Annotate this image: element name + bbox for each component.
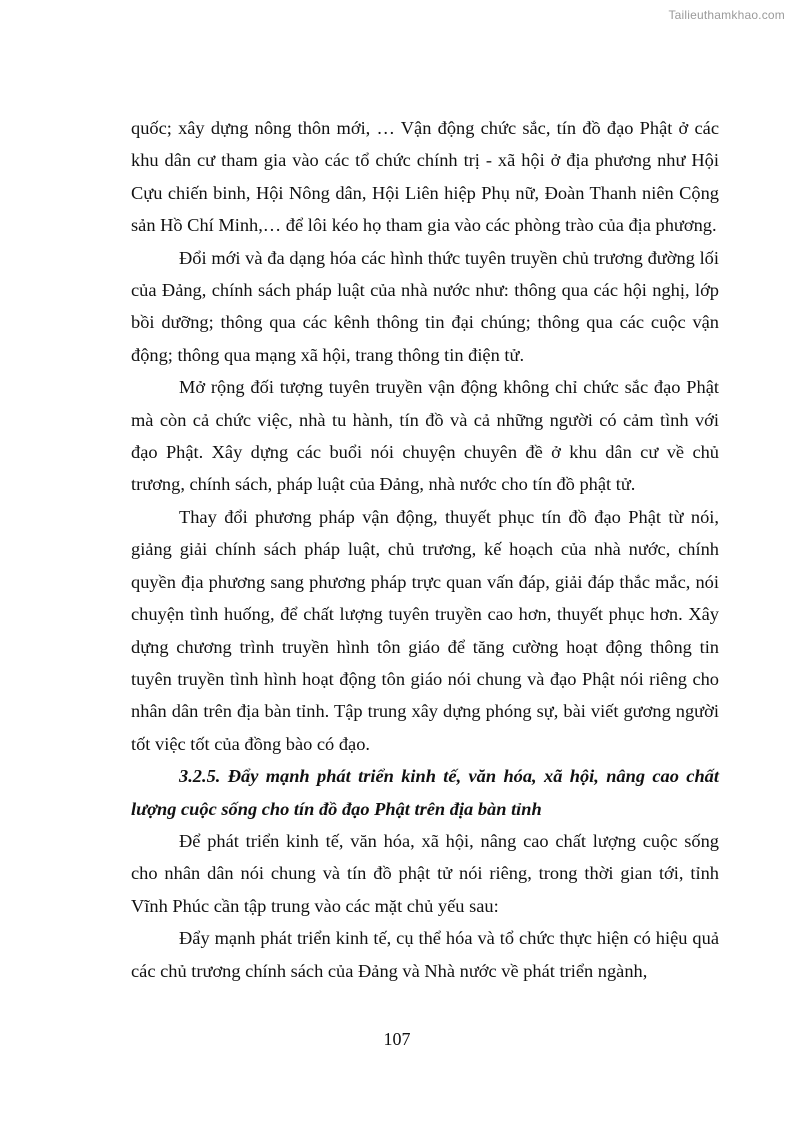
paragraph: Thay đổi phương pháp vận động, thuyết phục tín đồ đạo Phật từ nói, giảng giải chính sách pháp luật, chủ trương, kế hoạch của nhà nước, chính quyền địa phương sang phương pháp trực quan vấn đáp, giải đáp thắc mắc, nói chuyện tình huống, để chất lượng tuyên truyền cao hơn, thuyết phục hơn. Xây dựng chương trình truyền hình tôn giáo để tăng cường hoạt động thông tin tuyên truyền tình hình hoạt động tôn giáo nói chung và đạo Phật nói riêng cho nhân dân trên địa bàn tỉnh. Tập trung xây dựng phóng sự, bài viết gương người tốt việc tốt của đồng bào có đạo. bbox=[131, 506, 719, 754]
section-heading: 3.2.5. Đẩy mạnh phát triển kinh tế, văn hóa, xã hội, nâng cao chất lượng cuộc sống cho tín đồ đạo Phật trên địa bàn tỉnh bbox=[131, 766, 719, 819]
page-number: 107 bbox=[383, 1029, 411, 1049]
paragraph: Đổi mới và đa dạng hóa các hình thức tuyên truyền chủ trương đường lối của Đảng, chính sách pháp luật của nhà nước như: thông qua các hội nghị, lớp bồi dưỡng; thông qua các kênh thông tin đại chúng; thông qua các cuộc vận động; thông qua mạng xã hội, trang thông tin điện tử. bbox=[131, 247, 719, 365]
paragraph: Đẩy mạnh phát triển kinh tế, cụ thể hóa và tổ chức thực hiện có hiệu quả các chủ trương chính sách của Đảng và Nhà nước về phát triển ngành, bbox=[131, 928, 719, 981]
paragraph: Để phát triển kinh tế, văn hóa, xã hội, nâng cao chất lượng cuộc sống cho nhân dân nói chung và tín đồ phật tử nói riêng, trong thời gian tới, tỉnh Vĩnh Phúc cần tập trung vào các mặt chủ yếu sau: bbox=[131, 830, 719, 916]
watermark-text: Tailieuthamkhao.com bbox=[668, 8, 785, 22]
paragraph-continuation: quốc; xây dựng nông thôn mới, … Vận động chức sắc, tín đồ đạo Phật ở các khu dân cư tham gia vào các tổ chức chính trị - xã hội ở địa phương như Hội Cựu chiến binh, Hội Nông dân, Hội Liên hiệp Phụ nữ, Đoàn Thanh niên Cộng sản Hồ Chí Minh,… để lôi kéo họ tham gia vào các phòng trào của địa phương. bbox=[131, 118, 719, 236]
document-body bbox=[131, 112, 719, 987]
paragraph: Mở rộng đối tượng tuyên truyền vận động không chỉ chức sắc đạo Phật mà còn cả chức việc, nhà tu hành, tín đồ và cả những người có cảm tình với đạo Phật. Xây dựng các buổi nói chuyện chuyên đề ở khu dân cư về chủ trương, chính sách, pháp luật của Đảng, nhà nước cho tín đồ phật tử. bbox=[131, 377, 719, 495]
